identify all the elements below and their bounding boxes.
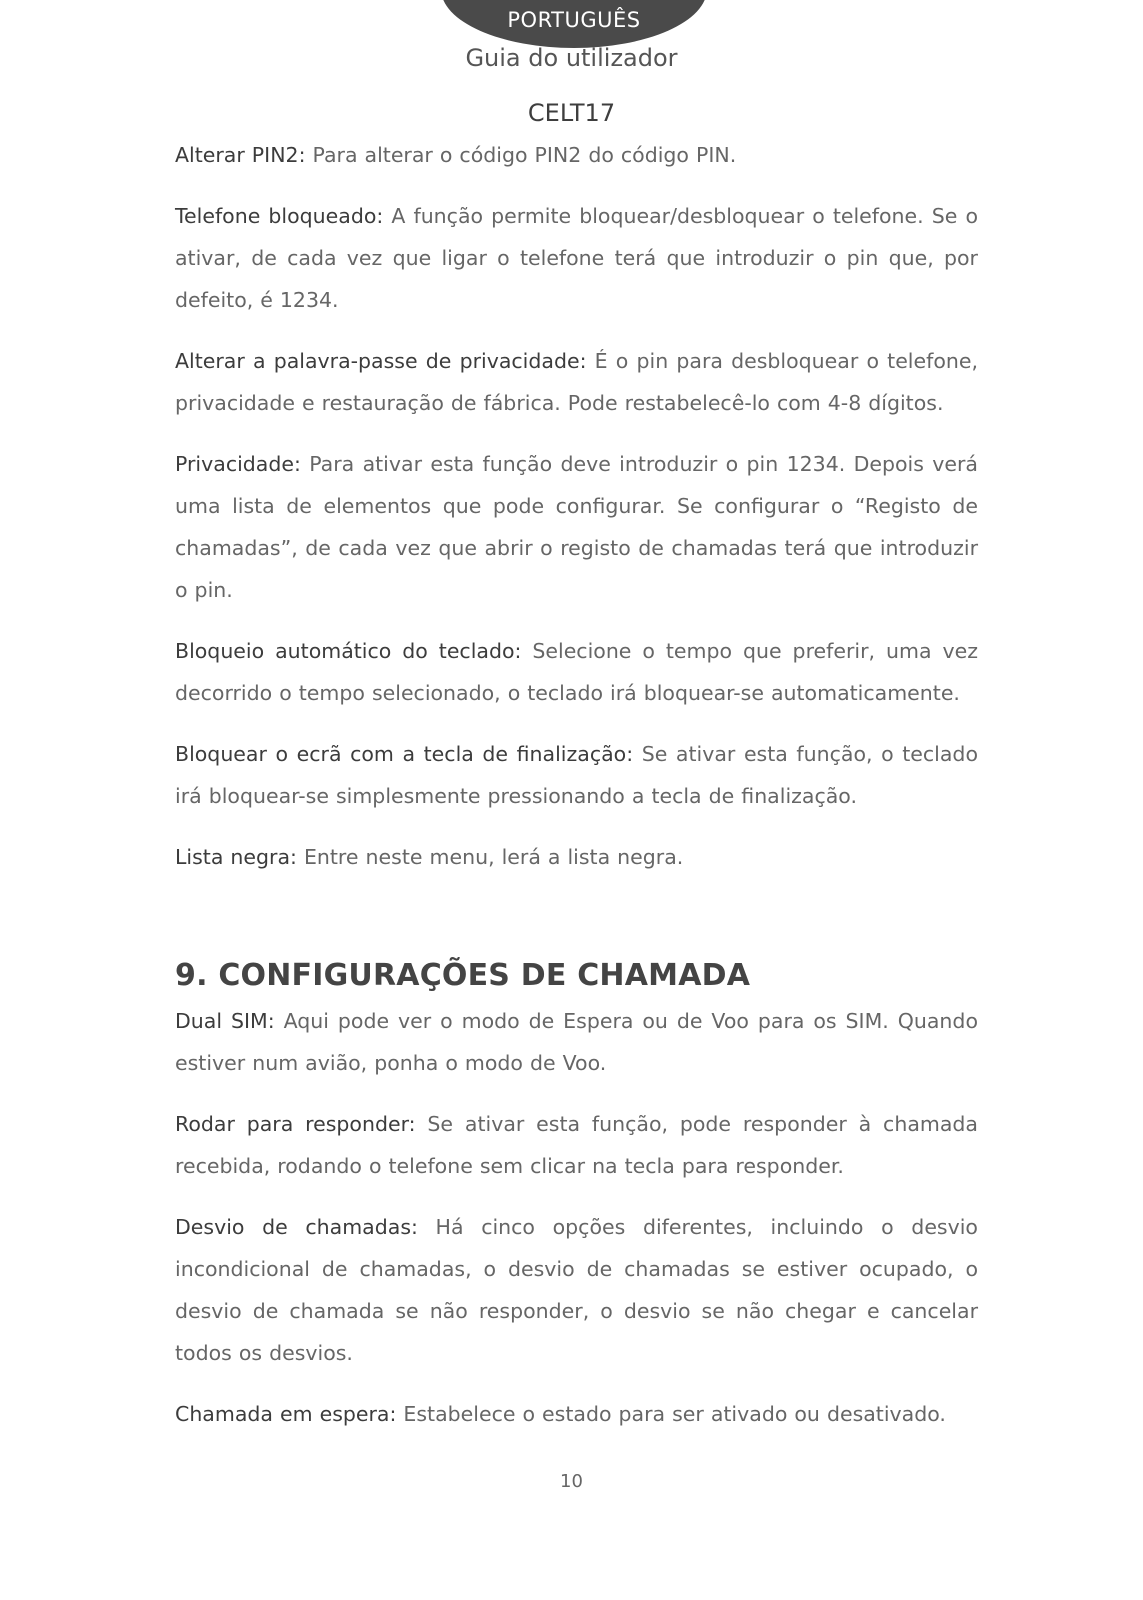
paragraph-text: Se ativar esta função, pode responder à chamada recebida, rodando o telefone sem clicar na tecla para responder.	[175, 1112, 978, 1178]
paragraph	[175, 733, 978, 817]
paragraph-term: Desvio de chamadas:	[175, 1215, 418, 1239]
paragraph-term: Bloqueio automático do teclado:	[175, 639, 522, 663]
page-content	[175, 134, 978, 1454]
paragraph-text: Aqui pode ver o modo de Espera ou de Voo para os SIM. Quando estiver num avião, ponha o modo de Voo.	[175, 1009, 978, 1075]
paragraph-term: Bloquear o ecrã com a tecla de finalização:	[175, 742, 634, 766]
paragraph	[175, 134, 978, 176]
model-name: CELT17	[527, 99, 616, 127]
paragraph	[175, 1206, 978, 1374]
paragraph	[175, 836, 978, 878]
paragraph-term: Rodar para responder:	[175, 1112, 416, 1136]
guide-title: Guia do utilizador	[465, 44, 678, 72]
paragraph-text: Há cinco opções diferentes, incluindo o desvio incondicional de chamadas, o desvio de chamadas se estiver ocupado, o desvio de chamada se não responder, o desvio se não chegar e cancelar todos os desvios.	[175, 1215, 978, 1365]
language-label: PORTUGUÊS	[507, 8, 641, 32]
page-number: 10	[560, 1471, 583, 1492]
paragraph	[175, 1000, 978, 1084]
paragraph-term: Telefone bloqueado:	[175, 204, 384, 228]
paragraph-text: Para ativar esta função deve introduzir o pin 1234. Depois verá uma lista de elementos que pode configurar. Se configurar o “Registo de chamadas”, de cada vez que abrir o registo de chamadas terá que introduzir o pin.	[175, 452, 978, 602]
paragraph	[175, 1393, 978, 1435]
paragraph-text: Para alterar o código PIN2 do código PIN.	[305, 143, 737, 167]
paragraph	[175, 443, 978, 611]
paragraph-term: Dual SIM:	[175, 1009, 275, 1033]
paragraph	[175, 195, 978, 321]
paragraph-text: A função permite bloquear/desbloquear o telefone. Se o ativar, de cada vez que ligar o telefone terá que introduzir o pin que, por defeito, é 1234.	[175, 204, 979, 312]
paragraph-term: Chamada em espera:	[175, 1402, 397, 1426]
paragraph-term: Alterar PIN2:	[175, 143, 306, 167]
paragraph	[175, 630, 978, 714]
paragraph-text: Estabelece o estado para ser ativado ou desativado.	[396, 1402, 946, 1426]
paragraph-term: Alterar a palavra-passe de privacidade:	[175, 349, 587, 373]
paragraph-text: Selecione o tempo que preferir, uma vez decorrido o tempo selecionado, o teclado irá bloquear-se automaticamente.	[175, 639, 978, 705]
paragraph-text: Se ativar esta função, o teclado irá bloquear-se simplesmente pressionando a tecla de finalização.	[175, 742, 978, 808]
paragraph-text: É o pin para desbloquear o telefone, privacidade e restauração de fábrica. Pode restabelecê-lo com 4-8 dígitos.	[175, 349, 978, 415]
paragraph-term: Privacidade:	[175, 452, 301, 476]
paragraph-term: Lista negra:	[175, 845, 297, 869]
paragraph	[175, 340, 978, 424]
paragraph	[175, 1103, 978, 1187]
paragraph-text: Entre neste menu, lerá a lista negra.	[296, 845, 684, 869]
section-title: 9. CONFIGURAÇÕES DE CHAMADA	[175, 958, 751, 993]
